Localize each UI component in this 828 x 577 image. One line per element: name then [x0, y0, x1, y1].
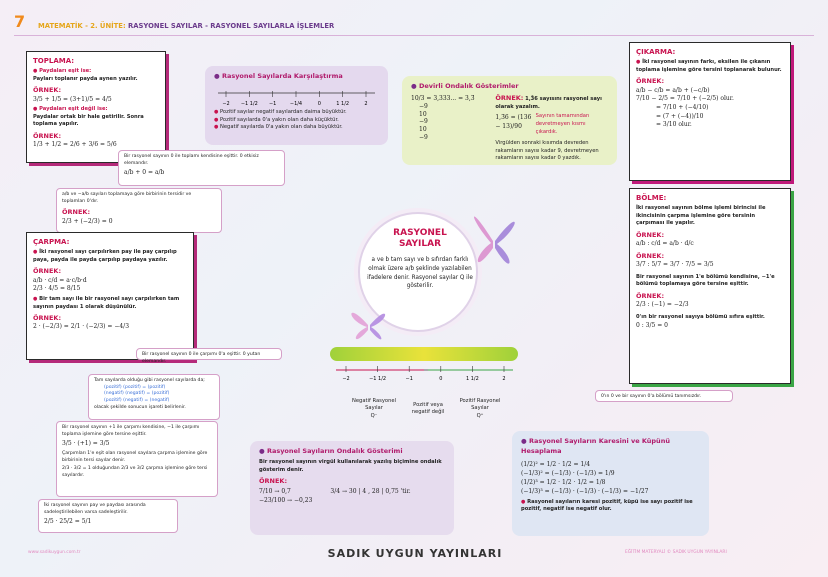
- tick-label: 1 1/2: [336, 100, 350, 107]
- cikarma-title: ÇIKARMA:: [636, 48, 676, 56]
- comparison-rule-2: ● Pozitif sayılarda 0'a yakın olan daha küçüktür.: [214, 117, 379, 125]
- repeating-division: 10/3 = 3,333... = 3,3̄: [411, 94, 475, 102]
- note-one-t1: Bir rasyonel sayının +1 ile çarpımı kendisine, −1 ile çarpımı toplama işlemine göre tersine eşittir.: [62, 425, 200, 437]
- repeating-ex-math: 1,3̄6 = (136 − 13)/90: [495, 114, 532, 131]
- publisher-title: SADIK UYGUN YAYINLARI: [327, 547, 503, 560]
- square-cube-panel: [512, 431, 709, 536]
- note-simplify: [38, 499, 178, 533]
- note-sign-l3: (pozitif) (negatif) = (negatif): [104, 397, 170, 403]
- bolme-ex1: a/b : c/d = a/b · d/c: [636, 240, 694, 248]
- note-zero-text: Bir rasyonel sayının 0 ile toplamı kendisine eşittir. 0 etkisiz elemandır.: [124, 154, 259, 166]
- bolme-card: [629, 188, 791, 384]
- comparison-panel: [205, 66, 388, 145]
- comparison-rule-1: ● Pozitif sayılar negatif sayılardan daima büyüktür.: [214, 109, 379, 117]
- repeating-title: ● Devirli Ondalık Gösterimler: [411, 82, 608, 92]
- toplama-title: TOPLAMA:: [33, 57, 75, 65]
- center-title: [360, 228, 480, 251]
- note-sign-rule: [88, 374, 220, 420]
- repeating-ex-text: 1,3̄6 sayısını rasyonel sayı olarak yazalım.: [495, 95, 602, 110]
- tick-label: −1: [268, 100, 277, 107]
- toplama-ex1-label: ÖRNEK:: [33, 86, 62, 95]
- note-inverse-text: a/b ve −a/b sayıları toplamaya göre birbirinin tersidir ve toplamları 0'dır.: [62, 192, 192, 204]
- tick-label: −2: [222, 100, 230, 107]
- cikarma-l5: = 3/10 olur.: [656, 121, 692, 129]
- note-zero-division: [595, 390, 733, 402]
- main-number-line: [332, 360, 517, 388]
- note-identity-one: [56, 421, 218, 497]
- square-l1: (1/2)² = 1/2 · 1/2 = 1/4: [521, 460, 591, 468]
- carpma-title: ÇARPMA:: [33, 238, 70, 246]
- carpma-ex1b: 2/3 · 4/5 = 8/15: [33, 285, 81, 293]
- repeating-decimal-panel: [402, 76, 617, 165]
- toplama-case2: ● Paydaları eşit değil ise:: [33, 106, 159, 114]
- bolme-title: BÖLME:: [636, 194, 667, 202]
- header-title: [38, 22, 334, 30]
- cikarma-card: [629, 42, 791, 181]
- tick-label: −1: [405, 376, 413, 382]
- center-body: a ve b tam sayı ve b sıfırdan farklı olmak üzere a/b şeklinde yazılabilen ifadelere denir. Rasyonel sayılar Q ile gösterilir.: [367, 257, 473, 290]
- carpma-card: [26, 232, 194, 360]
- bolme-t2: Bir rasyonel sayının 1'e bölümü kendisine, −1'e bölümü toplamaya göre tersine eşittir.: [636, 273, 775, 288]
- tick-label: −1 1/2: [240, 100, 258, 107]
- toplama-case1: ● Paydaları eşit ise:: [33, 68, 159, 76]
- carpma-t1: ● İki rasyonel sayı çarpılırken pay ile pay çarpılıp paya, payda ile payda çarpılıp paydaya yazılır.: [33, 249, 187, 264]
- footer-copyright: EĞİTİM MATERYALİ © SADIK UYGUN YAYINLARI: [625, 550, 727, 555]
- unit-title: RASYONEL SAYILAR - RASYONEL SAYILARLA İŞLEMLER: [128, 22, 335, 30]
- note-zero-identity: [118, 150, 285, 186]
- cube-l4: (−1/3)³ = (−1/3) · (−1/3) · (−1/3) = −1/27: [521, 487, 649, 495]
- positive-symbol: Q⁺: [476, 412, 484, 419]
- decimal-e1: 7/10 → 0,7: [259, 488, 291, 496]
- note-one-m1: 3/5 · (+1) = 3/5: [62, 440, 110, 448]
- bolme-t3: 0'ın bir rasyonel sayıya bölümü sıfıra eşittir.: [636, 314, 765, 321]
- decimal-ex-label: ÖRNEK:: [259, 477, 288, 486]
- positive-label: [455, 398, 505, 420]
- note-mul-zero: [136, 348, 282, 364]
- note-additive-inverse: [56, 188, 222, 233]
- comparison-title: ● Rasyonel Sayılarda Karşılaştırma: [214, 72, 379, 82]
- decimal-e2: −23/100 → −0,23: [259, 497, 313, 505]
- tick-label: −2: [342, 376, 350, 382]
- negative-symbol: Q⁻: [370, 412, 378, 419]
- square-cube-title: ● Rasyonel Sayıların Karesini ve Küpünü Hesaplama: [521, 437, 700, 457]
- decimal-title: ● Rasyonel Sayıların Ondalık Gösterimi: [259, 447, 445, 457]
- center-title-1: RASYONEL: [393, 228, 447, 238]
- tick-label: −1/4: [289, 100, 303, 107]
- decimal-e3: 3/4 → 30 | 4 , 28 | 0,75 'tir.: [330, 488, 411, 496]
- comparison-number-line: [214, 85, 379, 107]
- tick-label: −1 1/2: [369, 376, 387, 382]
- note-sign-l4: olacak şekilde sonucun işareti belirlenir.: [94, 404, 186, 410]
- bolme-ex2-label: ÖRNEK:: [636, 251, 665, 260]
- bolme-ex1-label: ÖRNEK:: [636, 230, 665, 239]
- tick-label: 2: [502, 376, 506, 382]
- carpma-ex1-label: ÖRNEK:: [33, 267, 62, 276]
- tick-label: 1 1/2: [465, 376, 479, 382]
- note-mul-zero-text: Bir rasyonel sayının 0 ile çarpımı 0'a eşittir. 0 yutan elemandır.: [142, 352, 261, 364]
- carpma-t2: ● Bir tam sayı ile bir rasyonel sayı çarpılırken tam sayının paydası 1 olarak düşünülür.: [33, 296, 187, 311]
- note-zero-div-text: 0'ın 0 ve bir sayının 0'a bölümü tanımsızdır.: [601, 394, 702, 399]
- grade-number: 7: [14, 12, 26, 31]
- tick-label: 2: [364, 100, 368, 107]
- note-sign-l2: (negatif) (negatif) = (pozitif): [104, 391, 170, 397]
- note-simplify-math: 2/5 · 25/2 = 5/1: [44, 518, 92, 526]
- square-cube-note: ● Rasyonel sayıların karesi pozitif, küpü ise sayı pozitif ise pozitif, negatif ise negatif olur.: [521, 499, 700, 515]
- note-inverse-math: 2/3 + (−2/3) = 0: [62, 217, 113, 225]
- note-simplify-text: İki rasyonel sayının pay ve paydası arasında sadeleştirilebilen varsa sadeleştirilir.: [44, 503, 146, 515]
- bolme-ex4: 0 : 3/5 = 0: [636, 321, 668, 329]
- decimal-text: Bir rasyonel sayının virgül kullanılarak yazılış biçimine ondalık gösterim denir.: [259, 458, 442, 473]
- note-inverse-ex-label: ÖRNEK:: [62, 208, 91, 217]
- unit-label: MATEMATİK - 2. ÜNİTE:: [38, 22, 126, 30]
- butterfly-icon: [343, 300, 393, 350]
- caterpillar-icon: [330, 347, 518, 361]
- note-zero-math: a/b + 0 = a/b: [124, 169, 165, 177]
- tick-label: 0: [317, 100, 321, 107]
- positive-text: Pozitif Rasyonel Sayılar: [459, 398, 501, 412]
- cikarma-l4: = (7 + (−4))/10: [656, 112, 704, 120]
- negative-label: [348, 398, 400, 420]
- cikarma-l3: = 7/10 + (−4/10): [656, 104, 709, 111]
- toplama-ex2-label: ÖRNEK:: [33, 131, 62, 140]
- header-divider: [14, 35, 814, 36]
- carpma-ex2: 2 · (−2/3) = 2/1 · (−2/3) = −4/3: [33, 323, 130, 331]
- toplama-case2-text: Paydalar ortak bir hale getirilir. Sonra toplama yapılır.: [33, 113, 144, 128]
- negative-text: Negatif Rasyonel Sayılar: [351, 398, 397, 412]
- bolme-t1: İki rasyonel sayının bölme işlemi birincisi ile ikincisinin çarpma işlemine göre tersinin çarpıması ile yapılır.: [636, 205, 766, 227]
- carpma-ex2-label: ÖRNEK:: [33, 314, 62, 323]
- toplama-ex1: 3/5 + 1/5 = (3+1)/5 = 4/5: [33, 95, 112, 103]
- footer-website: www.sadikuygun.com.tr: [28, 550, 81, 555]
- bolme-ex3: 2/3 : (−1) = −2/3: [636, 301, 689, 309]
- butterfly-icon: [463, 196, 523, 286]
- repeating-ex-label: ÖRNEK:: [495, 93, 524, 102]
- toplama-card: [26, 51, 166, 163]
- repeating-division-steps: −9 10 −9 10 −9: [419, 102, 428, 141]
- carpma-ex1a: a/b · c/d = a·c/b·d: [33, 276, 87, 284]
- note-one-m2: 2/3 · 3/2 = 1 olduğundan 2/3 ve 3/2 çarpma işlemine göre tersi sayılardır.: [62, 466, 208, 478]
- decimal-panel: [250, 441, 454, 535]
- bolme-ex3-label: ÖRNEK:: [636, 292, 665, 301]
- comparison-rule-3: ● Negatif sayılarda 0'a yakın olan daha büyüktür.: [214, 124, 379, 132]
- note-sign-l0: Tam sayılarda olduğu gibi rasyonel sayılarda da;: [94, 378, 205, 383]
- tick-label: 0: [439, 376, 443, 382]
- cikarma-ex-label: ÖRNEK:: [636, 77, 665, 86]
- cikarma-l2: 7/10 − 2/5 = 7/10 + (−2/5) olur.: [636, 95, 734, 103]
- center-title-2: SAYILAR: [398, 239, 442, 250]
- page-header: [14, 12, 814, 34]
- repeating-note-1: Sayının tamamından devretmeyen kısmı çıkardık.: [535, 113, 590, 135]
- note-sign-l1: (pozitif) (pozitif) = (pozitif): [104, 384, 166, 390]
- repeating-note-2: Virgülden sonraki kısımda devreden rakamların sayısı kadar 9, devretmeyen rakamların sayısı kadar 0 yazdık.: [495, 139, 599, 162]
- cikarma-l1: a/b − c/b = a/b + (−c/b): [636, 86, 710, 94]
- cikarma-text: ● İki rasyonel sayının farkı, eksilen ile çıkanın toplama işlemine göre tersini toplanarak bulunur.: [636, 59, 784, 74]
- bolme-ex2: 3/7 : 5/7 = 3/7 · 7/5 = 3/5: [636, 261, 714, 269]
- zero-label: Pozitif veya negatif değil: [411, 402, 445, 416]
- toplama-case1-text: Payları toplanır payda aynen yazılır.: [33, 75, 138, 82]
- toplama-ex2: 1/3 + 1/2 = 2/6 + 3/6 = 5/6: [33, 141, 117, 149]
- cube-l3: (1/2)³ = 1/2 · 1/2 · 1/2 = 1/8: [521, 478, 606, 486]
- square-l2: (−1/3)² = (−1/3) · (−1/3) = 1/9: [521, 469, 615, 477]
- note-one-t2: Çarpımları 1'e eşit olan rasyonel sayılara çarpma işlemine göre birbirinin tersi sayılar denir.: [62, 451, 208, 463]
